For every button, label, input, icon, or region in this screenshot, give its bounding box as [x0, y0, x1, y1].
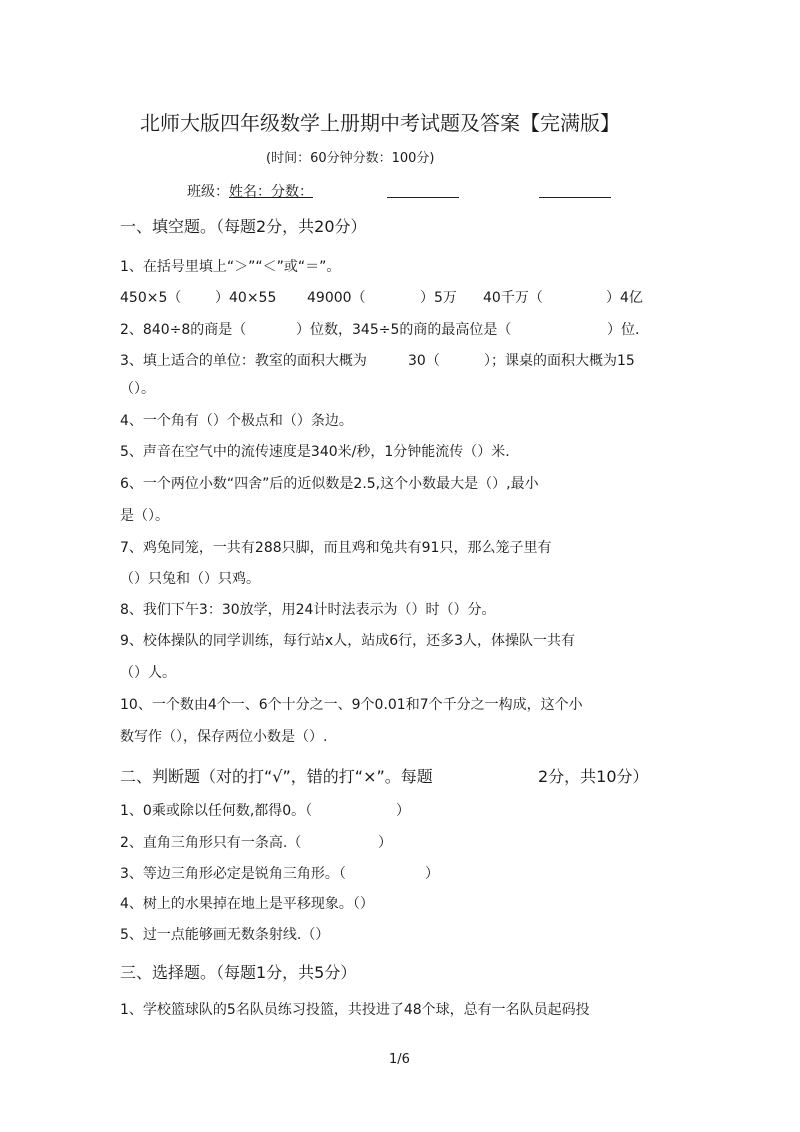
question-1-5: 5、声音在空气中的流传速度是340米/秒，1分钟能流传（）米.: [120, 444, 510, 460]
question-2-5: 5、过一点能够画无数条射线.（）: [120, 927, 330, 943]
question-1-3d: （）。: [120, 381, 155, 397]
question-2-1b: ）: [396, 803, 410, 819]
question-1-10b: 数写作（），保存两位小数是（）.: [120, 729, 328, 745]
question-1-6a: 6、一个两位小数“四舍”后的近似数是2.5,这个小数最大是（）,最小: [120, 476, 539, 492]
question-2-2a: 2、直角三角形只有一条高.（: [120, 835, 302, 851]
question-1-2b: ）位数，345÷5的商的最高位是（: [296, 322, 512, 338]
name-blank-line[interactable]: [387, 197, 459, 198]
question-1-8: 8、我们下午3：30放学，用24计时法表示为（）时（）分。: [120, 602, 496, 618]
question-1-10a: 10、一个数由4个一、6个十分之一、9个0.01和7个千分之一构成，这个小: [120, 697, 583, 713]
question-1-9a: 9、校体操队的同学训练，每行站x人，站成6行，还多3人，体操队一共有: [120, 633, 576, 649]
question-1-3c: ）；课桌的面积大概为15: [484, 353, 635, 369]
section-3-heading: 三、选择题。（每题1分，共5分）: [120, 963, 357, 982]
question-1-9b: （）人。: [120, 665, 176, 681]
question-3-1: 1、学校篮球队的5名队员练习投篮，共投进了48个球，总有一名队员起码投: [120, 1002, 590, 1018]
name-score-label: 姓名：分数：: [229, 184, 313, 200]
question-2-4: 4、树上的水果掉在地上是平移现象。（）: [120, 896, 374, 912]
compare-item-1b: ）40×55: [215, 290, 277, 306]
question-2-3a: 3、等边三角形必定是锐角三角形。（: [120, 866, 346, 882]
question-1-6b: 是（）。: [120, 508, 169, 524]
question-2-3b: ）: [425, 866, 439, 882]
question-1-2a: 2、840÷8的商是（: [120, 322, 247, 338]
question-1-4: 4、一个角有（）个极点和（）条边。: [120, 413, 353, 429]
compare-item-1a: 450×5（: [120, 290, 182, 306]
section-2-heading-b: 2分，共10分）: [538, 767, 649, 786]
page-title: 北师大版四年级数学上册期中考试题及答案【完满版】: [140, 111, 620, 135]
compare-item-3b: ）4亿: [606, 290, 643, 306]
compare-item-2a: 49000（: [307, 290, 366, 306]
page-number: 1/6: [389, 1052, 410, 1067]
question-2-1a: 1、0乘或除以任何数,都得0。（: [120, 803, 313, 819]
question-1-7b: （）只兔和（）只鸡。: [120, 571, 260, 587]
question-1-3a: 3、填上适合的单位：教室的面积大概为: [120, 353, 367, 369]
student-info-line: [187, 181, 313, 201]
exam-time-score: (时间：60分钟分数：100分): [266, 151, 435, 166]
question-1-3b: 30（: [408, 353, 440, 369]
question-1-7a: 7、鸡兔同笼，一共有288只脚，而且鸡和兔共有91只，那么笼子里有: [120, 540, 552, 556]
score-blank-line[interactable]: [539, 197, 611, 198]
section-1-heading: 一、填空题。（每题2分，共20分）: [120, 217, 367, 236]
compare-item-2b: ）5万: [420, 290, 457, 306]
class-label: 班级：: [187, 184, 229, 200]
compare-item-3a: 40千万（: [483, 290, 543, 306]
question-1-1: 1、在括号里填上“＞”“＜”或“＝”。: [120, 259, 341, 275]
section-2-heading-a: 二、判断题（对的打“√”，错的打“×”。每题: [120, 767, 433, 786]
question-2-2b: ）: [378, 835, 392, 851]
question-1-2c: ）位.: [607, 322, 640, 338]
